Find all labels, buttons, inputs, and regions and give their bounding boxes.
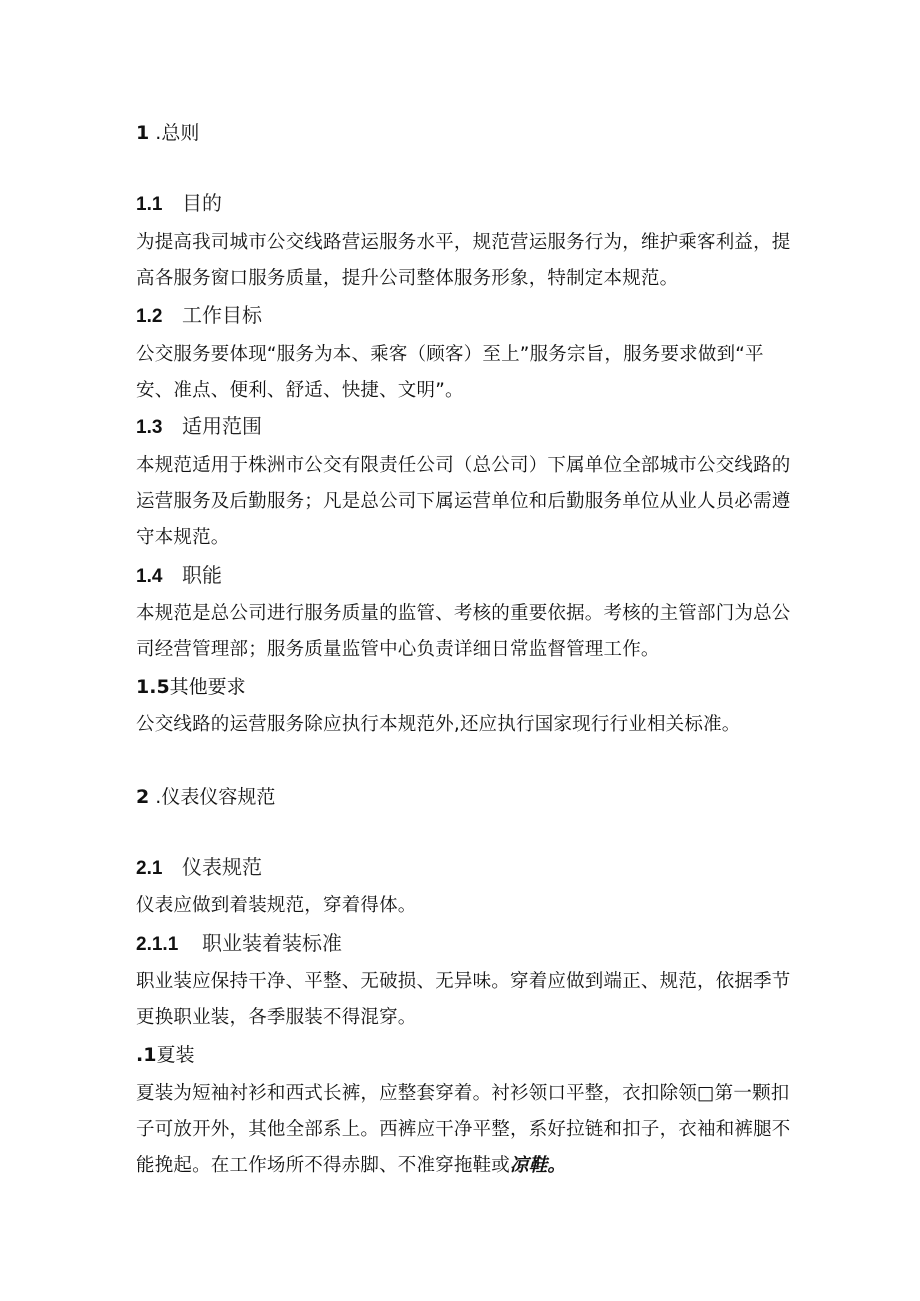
section-number: 1.1 [136,194,163,215]
section-1-4-heading [136,563,222,589]
section-2-1-1-heading [136,931,342,957]
section-number: 1.2 [136,306,163,327]
paragraph-line: 司经营管理部；服务质量监管中心负责详细日常监督管理工作。 [136,639,660,660]
section-title: 工作目标 [182,303,262,327]
section-title: 其他要求 [169,676,246,698]
section-1-1-heading [136,191,222,217]
section-number: 1 [136,122,150,144]
section-title: .总则 [149,122,200,144]
section-number: .1 [136,1044,157,1066]
section-title: 仪表规范 [182,855,262,879]
paragraph-text: 能挽起。在工作场所不得赤脚、不准穿拖鞋或 [136,1155,511,1176]
section-title: 适用范围 [182,414,262,438]
paragraph-line: 公交线路的运营服务除应执行本规范外,还应执行国家现行行业相关标准。 [136,714,741,735]
section-title: 职业装着装标准 [202,931,342,955]
section-number: 1.5 [136,676,170,698]
section-number: 2.1 [136,858,163,879]
paragraph-line: 为提高我司城市公交线路营运服务水平，规范营运服务行为，维护乘客利益，提 [136,232,791,253]
section-number: 2 [136,786,150,808]
section-1-3-heading [136,414,262,440]
section-2-1-heading [136,855,262,881]
section-title: 职能 [182,563,222,587]
paragraph-line: 职业装应保持干净、平整、无破损、无异味。穿着应做到端正、规范，依据季节 [136,971,791,992]
paragraph-line: 仪表应做到着装规范，穿着得体。 [136,895,417,916]
section-1-heading [136,121,199,145]
paragraph-line: 运营服务及后勤服务；凡是总公司下属运营单位和后勤服务单位从业人员必需遵 [136,491,791,512]
paragraph-line: 公交服务要体现“服务为本、乘客（顾客）至上”服务宗旨，服务要求做到“平 [136,344,764,365]
section-title: 目的 [182,191,222,215]
paragraph-line: 安、准点、便利、舒适、快捷、文明”。 [136,380,464,401]
paragraph-line: 夏装为短袖衬衫和西式长裤，应整套穿着。衬衫领口平整，衣扣除领□第一颗扣 [136,1083,790,1104]
paragraph-line: 本规范适用于株洲市公交有限责任公司（总公司）下属单位全部城市公交线路的 [136,455,791,476]
section-2-heading [136,785,275,809]
section-1-5-heading [136,675,246,699]
section-number: 1.4 [136,566,163,587]
section-number: 2.1.1 [136,934,179,955]
paragraph-line: 守本规范。 [136,527,230,548]
paragraph-line: 更换职业装，各季服装不得混穿。 [136,1007,417,1028]
section-1-2-heading [136,303,262,329]
section-title: 夏装 [156,1044,195,1066]
emphasized-text: 凉鞋。 [510,1155,567,1176]
section-number: 1.3 [136,417,163,438]
paragraph-line [136,1154,566,1178]
paragraph-line: 高各服务窗口服务质量，提升公司整体服务形象，特制定本规范。 [136,268,679,289]
summer-heading [136,1043,194,1067]
paragraph-line: 本规范是总公司进行服务质量的监管、考核的重要依据。考核的主管部门为总公 [136,603,791,624]
paragraph-line: 子可放开外，其他全部系上。西裤应干净平整，系好拉链和扣子，衣袖和裤腿不 [136,1119,791,1140]
section-title: .仪表仪容规范 [149,786,276,808]
